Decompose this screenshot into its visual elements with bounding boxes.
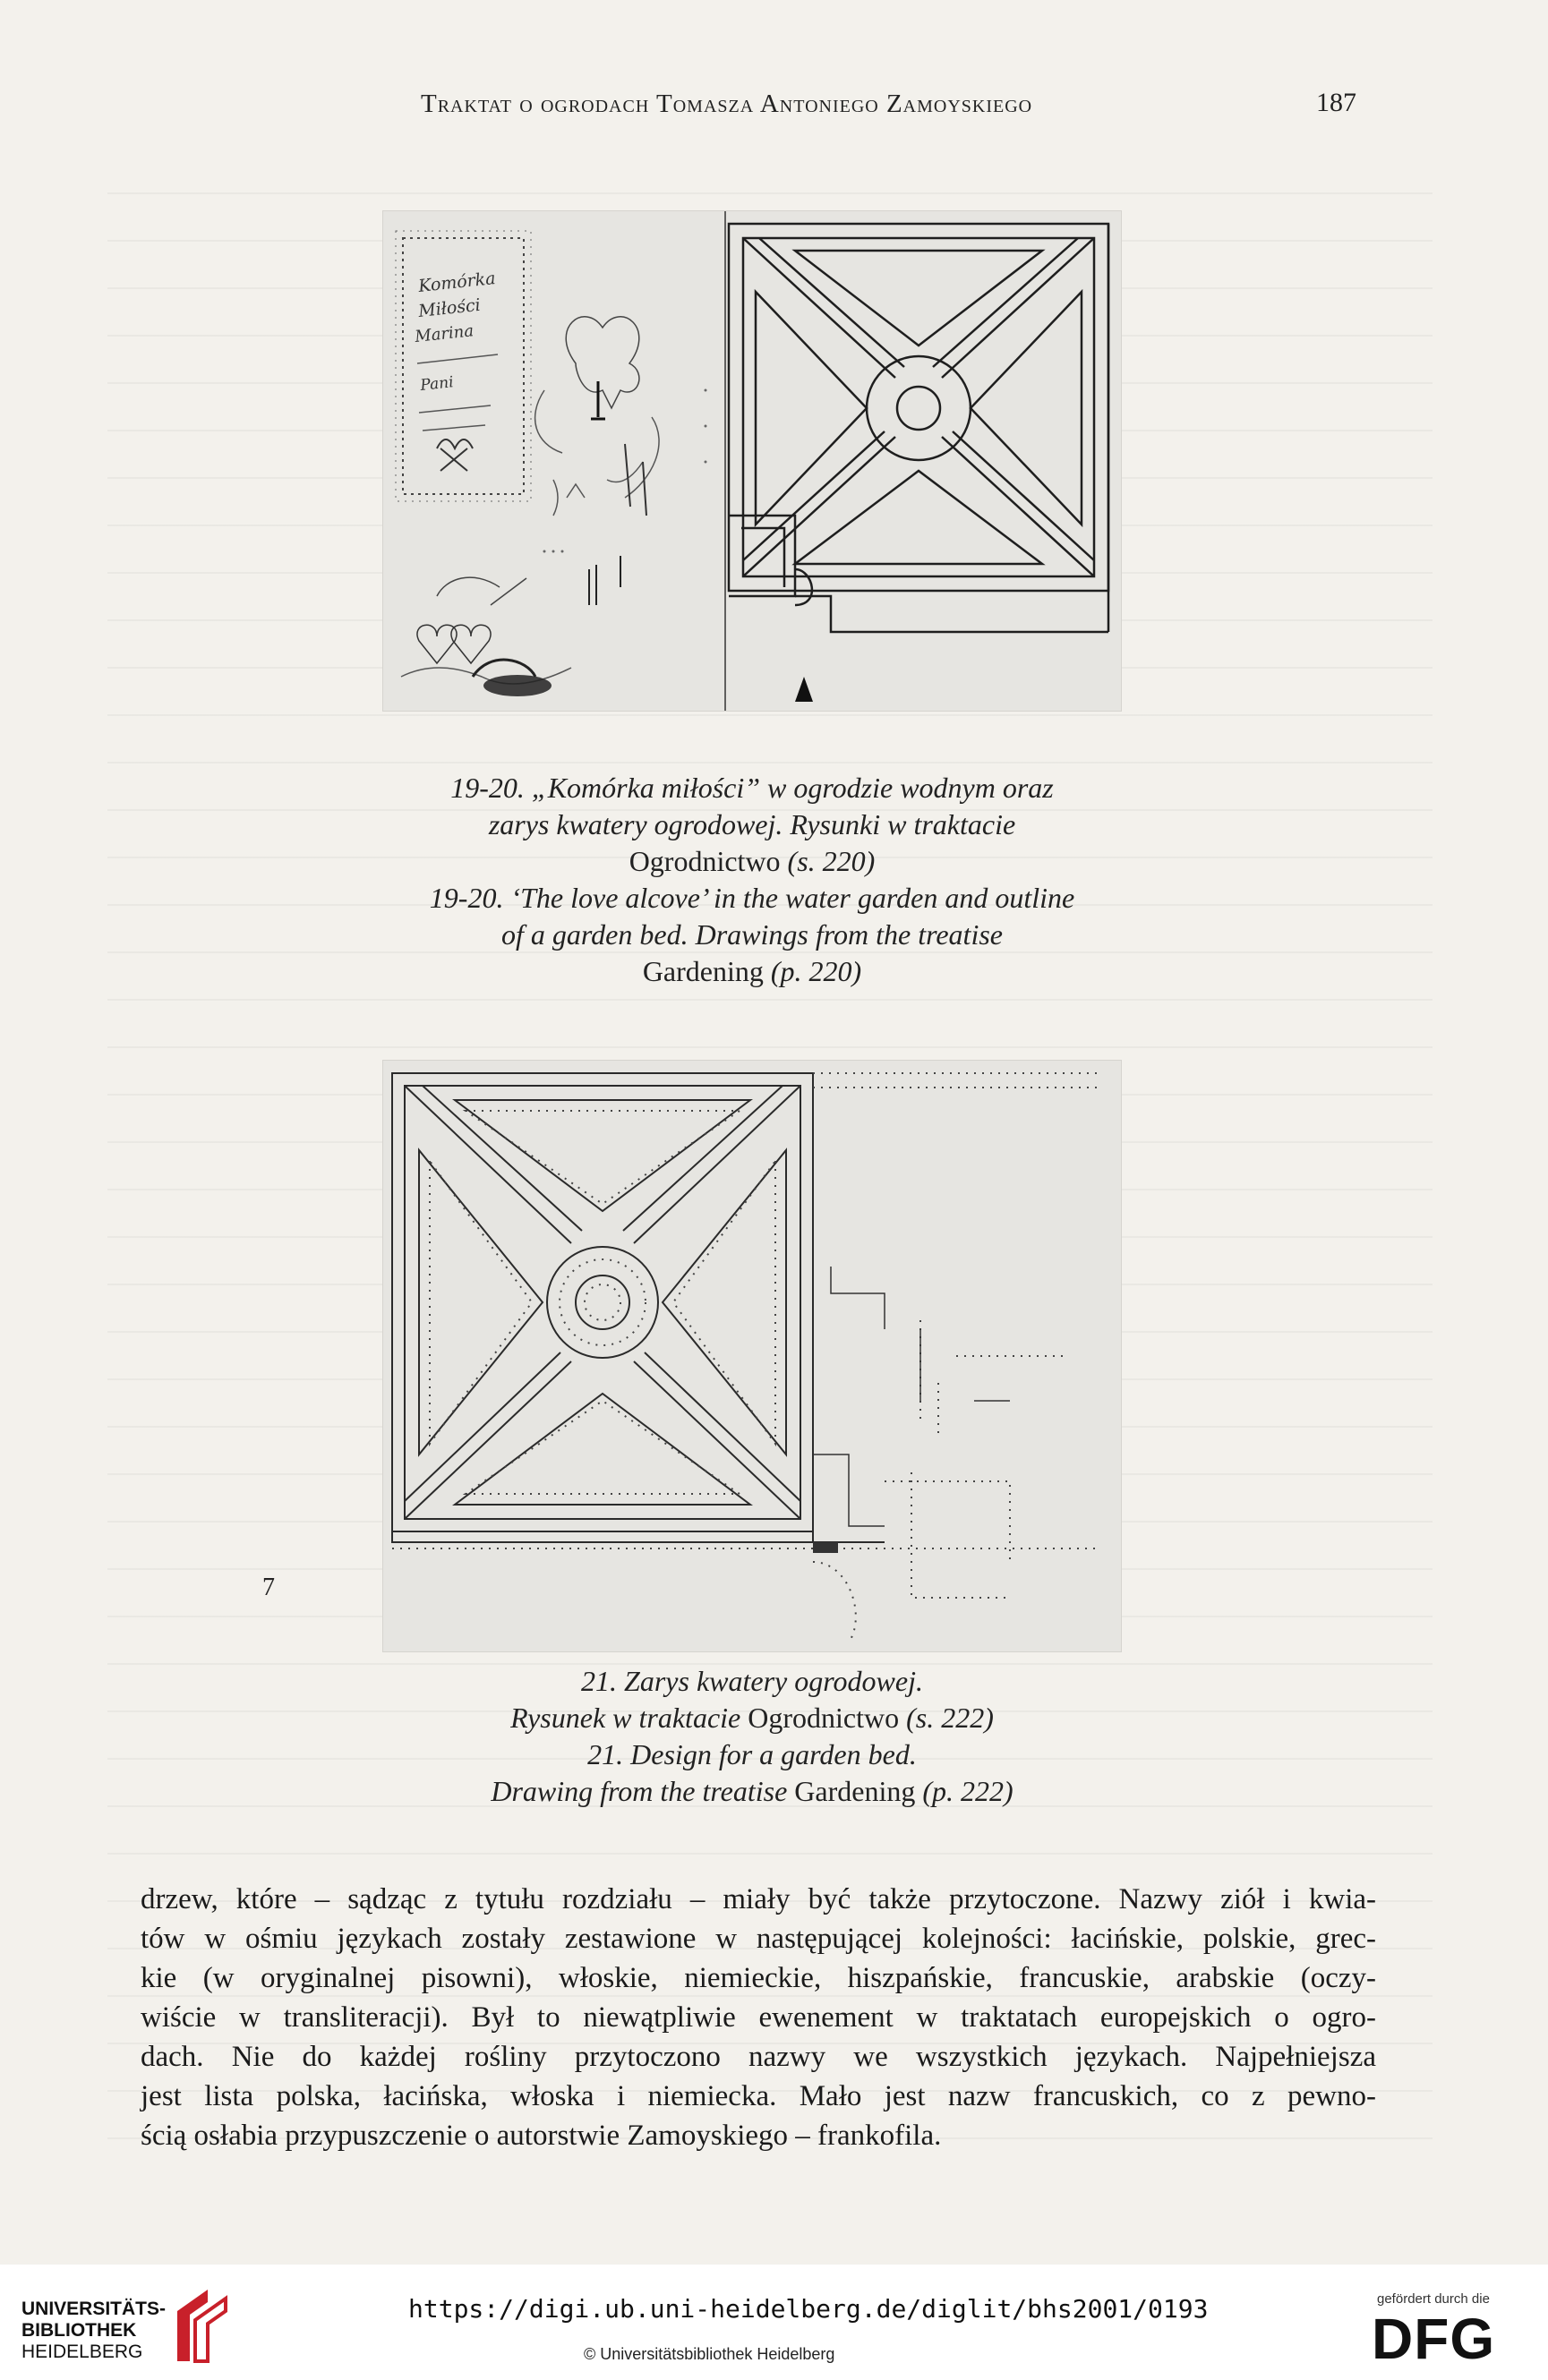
body-line: jest lista polska, łacińska, włoska i niemiecka. Mało jest nazw francuskich, co z pewno- (141, 2080, 1376, 2112)
caption-1-en-ref: (p. 220) (770, 955, 862, 987)
dfg-logo: DFG (1372, 2307, 1496, 2371)
body-line: dach. Nie do każdej rośliny przytoczono nazwy we wszystkich językach. Najpełniejsza (141, 2041, 1376, 2073)
caption-1-pl-line-2: zarys kwatery ogrodowej. Rysunki w traktacie (488, 808, 1016, 840)
body-line: drzew, które – sądząc z tytułu rozdziału – miały być także przytoczone. Nazwy ziół i kwia- (141, 1883, 1376, 1915)
body-line: kie (w oryginalnej pisowni), włoskie, niemieckie, hiszpańskie, francuskie, arabskie (oczy- (141, 1962, 1376, 1994)
figure-garden-bed-design (383, 1061, 1121, 1651)
figure-2-caption (295, 1663, 1209, 1810)
running-head: Traktat o ogrodach Tomasza Antoniego Zamoyskiego (421, 90, 1033, 118)
body-line: wiście w transliteracji). Był to niewątpliwie ewenement w traktatach europejskich o ogro- (141, 2001, 1376, 2034)
caption-1-pl-line-1: 19-20. „Komórka miłości” w ogrodzie wodnym oraz (450, 772, 1054, 804)
library-line-2: BIBLIOTHEK (21, 2320, 137, 2341)
caption-1-pl-treatise: Ogrodnictwo (629, 845, 781, 877)
library-logo (21, 2281, 236, 2370)
funded-by-label: gefördert durch die (1377, 2291, 1490, 2307)
caption-1-en-line-2: of a garden bed. Drawings from the treatise (501, 918, 1003, 951)
figure-1-drawing (383, 211, 1121, 711)
body-line: ścią osłabia przypuszczenie o autorstwie Zamoyskiego – frankofila. (141, 2120, 942, 2152)
copyright-notice: © Universitätsbibliothek Heidelberg (584, 2345, 835, 2363)
caption-2-pl-ref: (s. 222) (906, 1702, 994, 1734)
caption-2-en-line-1: 21. Design for a garden bed. (587, 1738, 917, 1770)
caption-1-en-line-1: 19-20. ‘The love alcove’ in the water garden and outline (429, 882, 1075, 914)
library-line-3: HEIDELBERG (21, 2342, 143, 2362)
side-number: 7 (262, 1574, 275, 1601)
body-line: tów w ośmiu językach zostały zestawione w następującej kolejności: łacińskie, polskie, grec- (141, 1923, 1376, 1955)
sketch-text-3: Marina (414, 321, 475, 346)
figure-2-drawing (383, 1061, 1121, 1651)
page-url-link[interactable]: https://digi.ub.uni-heidelberg.de/diglit/bhs2001/0193 (408, 2294, 1209, 2324)
caption-2-en-ref: (p. 222) (922, 1775, 1013, 1807)
page-number: 187 (1316, 88, 1356, 117)
body-paragraph (141, 1880, 1376, 2155)
caption-2-pl-treatise: Ogrodnictwo (748, 1702, 900, 1734)
caption-2-en-treatise: Gardening (794, 1775, 916, 1807)
caption-1-pl-ref: (s. 220) (787, 845, 876, 877)
caption-2-pl-italic: Rysunek w traktacie (510, 1702, 741, 1734)
caption-2-en-italic: Drawing from the treatise (491, 1775, 788, 1807)
figure-1-caption (295, 770, 1209, 990)
library-line-1: UNIVERSITÄTS- (21, 2299, 167, 2319)
figure-love-alcove-and-garden-bed (383, 211, 1121, 711)
sketch-text-2: Miłości (417, 294, 482, 321)
sketch-text-1: Komórka (417, 269, 497, 296)
sketch-text-4: Pani (419, 373, 455, 395)
caption-2-pl-line-1: 21. Zarys kwatery ogrodowej. (581, 1665, 923, 1697)
library-emblem-icon (172, 2284, 236, 2365)
caption-1-en-treatise: Gardening (642, 955, 764, 987)
